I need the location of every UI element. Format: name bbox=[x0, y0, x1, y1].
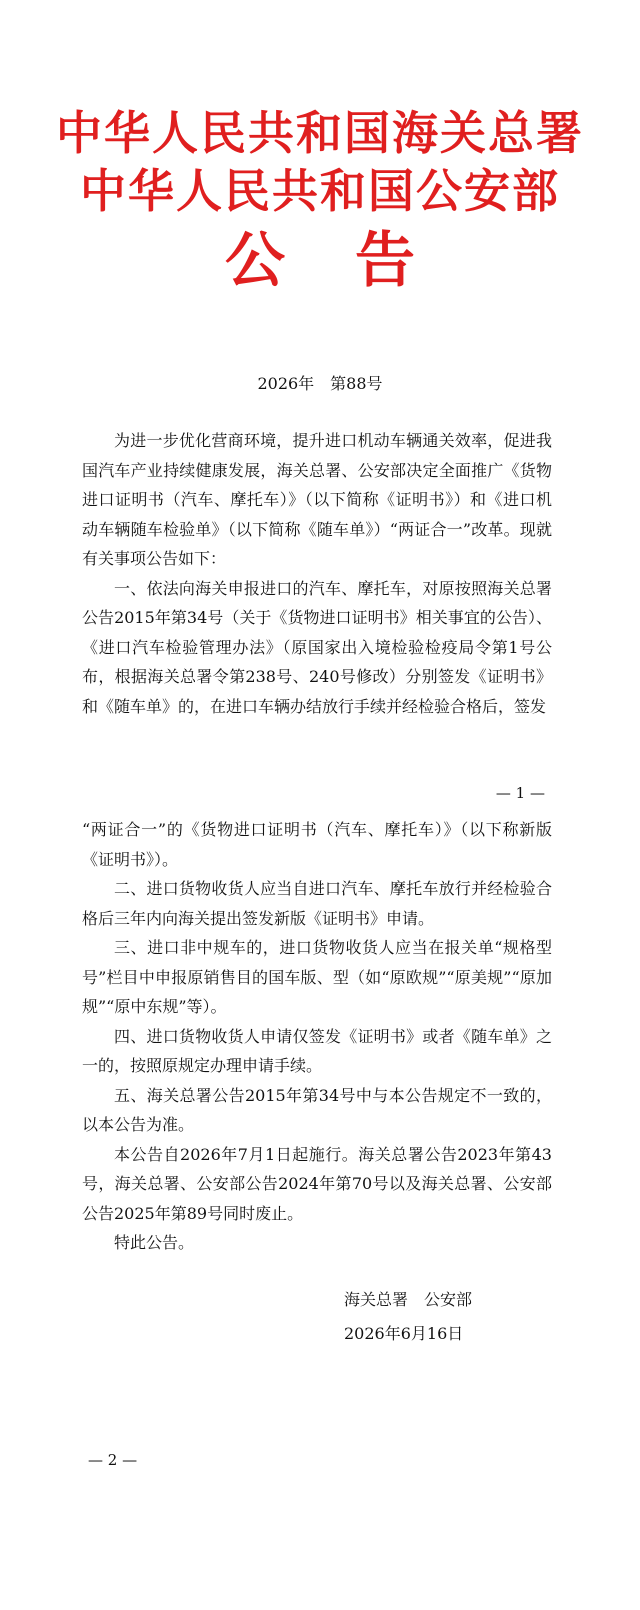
issuer-gacc: 中华人民共和国海关总署 bbox=[56, 106, 584, 160]
paragraph-effective-date: 本公告自2026年7月1日起施行。海关总署公告2023年第43号，海关总署、公安部公告2024年第70号以及海关总署、公安部公告2025年第89号同时废止。 bbox=[82, 1144, 552, 1223]
announcement-title: 公告 bbox=[225, 226, 485, 296]
body-page-1 bbox=[82, 426, 552, 721]
paragraph-intro: 为进一步优化营商环境，提升进口机动车辆通关效率，促进我国汽车产业持续健康发展，海关总署、公安部决定全面推广《货物进口证明书（汽车、摩托车）》（以下简称《证明书》）和《进口机动车辆随车检验单》（以下简称《随车单》）“两证合一”改革。现就有关事项公告如下： bbox=[82, 431, 552, 568]
issuer-mps: 中华人民共和国公安部 bbox=[80, 164, 560, 218]
paragraph-item-4: 四、进口货物收货人申请仅签发《证明书》或者《随车单》之一的，按照原规定办理申请手续。 bbox=[82, 1026, 552, 1075]
signature-organizations: 海关总署 公安部 bbox=[344, 1290, 473, 1309]
paragraph-item-2: 二、进口货物收货人应当自进口汽车、摩托车放行并经检验合格后三年内向海关提出签发新版《证明书》申请。 bbox=[82, 879, 552, 928]
paragraph-item-3: 三、进口非中规车的，进口货物收货人应当在报关单“规格型号”栏目中申报原销售目的国车版、型（如“原欧规”“原美规”“原加规”“原中东规”等）。 bbox=[82, 938, 552, 1016]
paragraph-closing: 特此公告。 bbox=[114, 1233, 195, 1252]
page-number-1: — 1 — bbox=[495, 784, 545, 802]
body-page-2 bbox=[82, 815, 552, 1258]
paragraph-item-1-continued: “两证合一”的《货物进口证明书（汽车、摩托车）》（以下称新版《证明书》）。 bbox=[82, 820, 552, 869]
red-header bbox=[0, 104, 640, 296]
page-number-2: — 2 — bbox=[88, 1451, 138, 1469]
document-number: 2026年 第88号 bbox=[257, 374, 383, 393]
signature-date: 2026年6月16日 bbox=[344, 1324, 464, 1343]
paragraph-item-1: 一、依法向海关申报进口的汽车、摩托车，对原按照海关总署公告2015年第34号（关于《货物进口证明书》相关事宜的公告）、《进口汽车检验管理办法》（原国家出入境检验检疫局令第1号公布，根据海关总署令第238号、240号修改）分别签发《证明书》和《随车单》的，在进口车辆办结放行手续并经检验合格后，签发 bbox=[82, 578, 552, 716]
paragraph-item-5: 五、海关总署公告2015年第34号中与本公告规定不一致的，以本公告为准。 bbox=[82, 1085, 552, 1134]
